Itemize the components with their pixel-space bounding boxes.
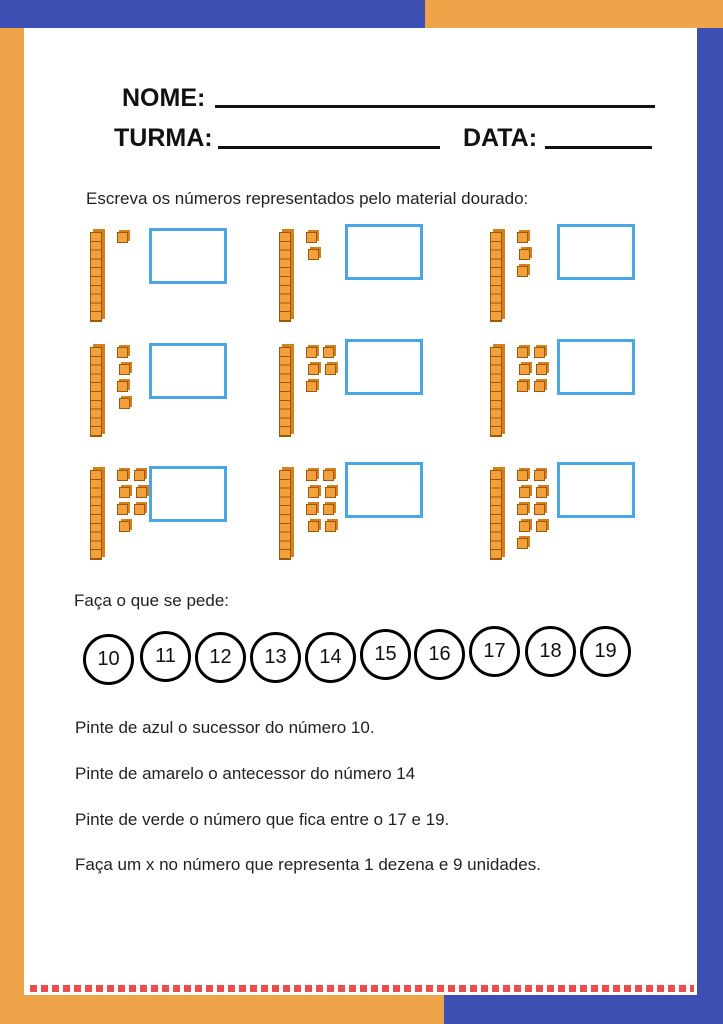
ten-rod [90,470,102,560]
unit-cube [117,470,128,481]
unit-cube [323,347,334,358]
unit-cube [536,364,547,375]
ten-rod [279,470,291,560]
number-circle-15[interactable]: 15 [360,629,411,680]
unit-cube [306,381,317,392]
unit-cube [308,487,319,498]
data-field-line[interactable] [545,146,652,149]
number-circle-10[interactable]: 10 [83,634,134,685]
unit-cube [517,266,528,277]
frame-top-blue [0,0,425,28]
turma-label: TURMA: [114,124,213,152]
unit-cube [134,470,145,481]
data-label: DATA: [463,124,538,152]
unit-cube [119,487,130,498]
unit-cube [117,504,128,515]
unit-cube [117,347,128,358]
unit-cube [517,538,528,549]
number-circle-17[interactable]: 17 [469,626,520,677]
answer-box[interactable] [345,339,423,395]
task-instruction: Pinte de amarelo o antecessor do número 14 [75,764,416,783]
unit-cube [534,504,545,515]
unit-cube [325,521,336,532]
unit-cube [308,249,319,260]
task-instruction: Faça um x no número que representa 1 dezena e 9 unidades. [75,855,541,874]
number-circle-12[interactable]: 12 [195,632,246,683]
number-circle-19[interactable]: 19 [580,626,631,677]
answer-box[interactable] [557,224,635,280]
frame-left-orange [0,28,24,1024]
unit-cube [119,364,130,375]
ten-rod [279,347,291,437]
answer-box[interactable] [557,339,635,395]
unit-cube [517,347,528,358]
unit-cube [117,381,128,392]
answer-box[interactable] [345,462,423,518]
frame-top-orange [425,0,723,28]
answer-box[interactable] [149,343,227,399]
unit-cube [517,232,528,243]
task-instruction: Pinte de azul o sucessor do número 10. [75,718,375,737]
number-circle-14[interactable]: 14 [305,632,356,683]
unit-cube [134,504,145,515]
unit-cube [323,504,334,515]
task-instruction: Pinte de verde o número que fica entre o 17 e 19. [75,810,450,829]
unit-cube [306,504,317,515]
unit-cube [136,487,147,498]
answer-box[interactable] [149,228,227,284]
frame-right-blue [697,28,723,1024]
ten-rod [490,470,502,560]
unit-cube [325,364,336,375]
answer-box[interactable] [557,462,635,518]
unit-cube [536,487,547,498]
unit-cube [119,521,130,532]
unit-cube [306,347,317,358]
section-title: Faça o que se pede: [74,591,230,610]
ten-rod [90,347,102,437]
nome-field-line[interactable] [215,105,655,108]
unit-cube [517,470,528,481]
number-circle-16[interactable]: 16 [414,629,465,680]
unit-cube [517,381,528,392]
frame-bottom-orange [24,995,444,1024]
unit-cube [325,487,336,498]
unit-cube [519,487,530,498]
unit-cube [519,521,530,532]
answer-box[interactable] [345,224,423,280]
unit-cube [536,521,547,532]
unit-cube [119,398,130,409]
unit-cube [117,232,128,243]
ten-rod [90,232,102,322]
ten-rod [279,232,291,322]
unit-cube [534,381,545,392]
number-circle-18[interactable]: 18 [525,626,576,677]
unit-cube [519,249,530,260]
unit-cube [323,470,334,481]
nome-label: NOME: [122,84,206,112]
unit-cube [306,232,317,243]
unit-cube [534,347,545,358]
unit-cube [519,364,530,375]
number-circle-11[interactable]: 11 [140,631,191,682]
turma-field-line[interactable] [218,146,440,149]
dashed-red-rule [30,985,694,992]
unit-cube [308,521,319,532]
unit-cube [308,364,319,375]
number-circle-13[interactable]: 13 [250,632,301,683]
answer-box[interactable] [149,466,227,522]
frame-bottom-blue [444,995,697,1024]
unit-cube [517,504,528,515]
instruction-text: Escreva os números representados pelo material dourado: [86,189,529,208]
ten-rod [490,232,502,322]
ten-rod [490,347,502,437]
unit-cube [306,470,317,481]
unit-cube [534,470,545,481]
